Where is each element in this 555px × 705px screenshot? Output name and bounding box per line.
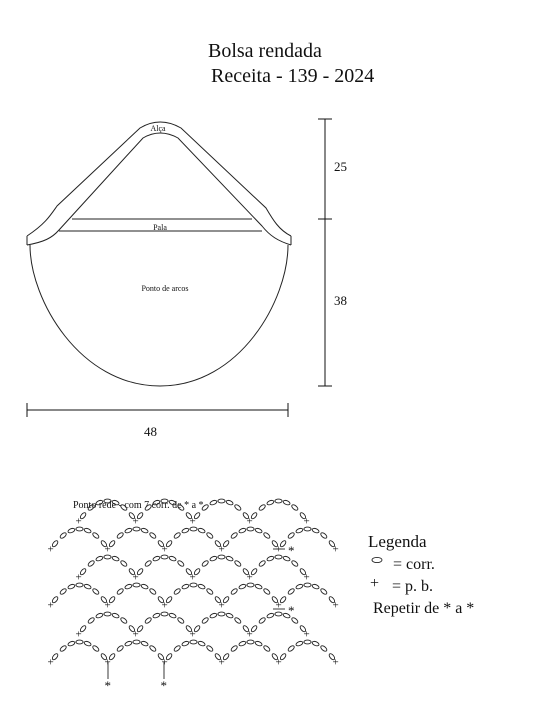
- chain-stitch: [266, 612, 274, 618]
- chain-stitch: [222, 540, 230, 548]
- chain-stitch: [218, 499, 225, 503]
- single-crochet-mark: +: [161, 656, 168, 669]
- handle-height-value: 25: [334, 159, 347, 174]
- chain-stitch: [263, 588, 271, 595]
- chain-stitch: [169, 612, 177, 618]
- chain-stitch: [161, 555, 168, 559]
- chain-stitch: [201, 560, 209, 567]
- chain-stitch: [295, 640, 303, 646]
- chain-stitch: [287, 645, 295, 652]
- chain-stitch: [177, 560, 185, 567]
- chain-stitch: [87, 560, 95, 567]
- legend: [368, 532, 474, 617]
- chain-stitch: [120, 617, 128, 624]
- chain-stitch: [258, 617, 266, 624]
- chain-stitch: [181, 583, 189, 589]
- chain-stitch: [173, 532, 181, 539]
- chain-stitch: [67, 640, 75, 646]
- handle-label: Alça: [150, 124, 166, 133]
- legend-repeat-text: Repetir de * a *: [373, 600, 475, 617]
- chain-stitch: [141, 527, 149, 533]
- chain-stitch: [312, 527, 320, 533]
- chain-stitch: [275, 555, 282, 559]
- chain-stitch: [209, 612, 217, 618]
- chain-stitch: [190, 583, 197, 587]
- single-crochet-mark: +: [189, 515, 196, 528]
- chain-stitch: [304, 640, 311, 644]
- chain-stitch: [136, 512, 144, 520]
- chain-stitch: [250, 625, 258, 633]
- chain-stitch: [263, 532, 271, 539]
- single-crochet-mark: +: [47, 599, 54, 612]
- chain-stitch: [108, 653, 116, 661]
- chain-stitch: [104, 555, 111, 559]
- single-crochet-mark: +: [161, 599, 168, 612]
- chain-stitch: [112, 555, 120, 561]
- legend-sc-text: = p. b.: [392, 578, 434, 595]
- repeat-marker: *: [288, 543, 295, 558]
- single-crochet-mark: +: [161, 543, 168, 556]
- chain-stitch: [250, 568, 258, 576]
- chain-stitch: [173, 645, 181, 652]
- chain-stitch: [222, 653, 230, 661]
- chain-stitch: [209, 499, 217, 505]
- chain-stitch: [152, 612, 160, 618]
- title-line-1: Bolsa rendada: [208, 40, 322, 62]
- chain-stitch: [136, 625, 144, 633]
- chain-stitch: [291, 560, 299, 567]
- chain-stitch: [255, 640, 263, 646]
- stitch-chart: [48, 499, 339, 693]
- chain-stitch: [206, 645, 214, 652]
- chain-stitch: [226, 612, 234, 618]
- width-value: 48: [144, 424, 157, 439]
- chain-stitch: [169, 555, 177, 561]
- chain-stitch: [238, 527, 246, 533]
- repeat-marker: *: [288, 603, 295, 618]
- chain-stitch: [226, 499, 234, 505]
- single-crochet-mark: +: [332, 543, 339, 556]
- chain-stitch: [238, 640, 246, 646]
- single-crochet-mark: +: [104, 543, 111, 556]
- chain-stitch: [230, 532, 238, 539]
- chain-stitch: [59, 588, 67, 595]
- single-crochet-mark: +: [75, 571, 82, 584]
- single-crochet-mark: +: [75, 515, 82, 528]
- chain-stitch: [173, 588, 181, 595]
- chain-stitch: [295, 583, 303, 589]
- chain-stitch: [165, 540, 173, 548]
- chain-stitch: [218, 612, 225, 616]
- single-crochet-mark: +: [218, 599, 225, 612]
- stitch-chart-caption: Ponto rede - com 7 corr. de * a *: [73, 500, 204, 511]
- single-crochet-mark: +: [275, 599, 282, 612]
- body-stitch-label: Ponto de arcos: [141, 284, 189, 293]
- chain-stitch: [92, 588, 100, 595]
- legend-heading: Legenda: [368, 532, 427, 551]
- chain-stitch: [116, 532, 124, 539]
- chain-stitch: [279, 653, 287, 661]
- chain-stitch: [193, 512, 201, 520]
- chain-stitch: [133, 640, 140, 644]
- chain-stitch: [165, 653, 173, 661]
- chain-stitch: [120, 560, 128, 567]
- chain-stitch: [234, 617, 242, 624]
- chain-stitch: [234, 504, 242, 511]
- chain-stitch: [255, 527, 263, 533]
- chain-stitch: [177, 617, 185, 624]
- single-crochet-mark: +: [132, 515, 139, 528]
- single-crochet-mark: +: [132, 628, 139, 641]
- chain-stitch: [312, 640, 320, 646]
- chain-stitch: [190, 527, 197, 531]
- chain-stitch: [84, 583, 92, 589]
- chain-stitch: [312, 583, 320, 589]
- yoke-label: Pala: [153, 223, 167, 232]
- chain-stitch: [124, 640, 132, 646]
- chain-stitch: [67, 583, 75, 589]
- height-dimension: [318, 119, 347, 386]
- chain-stitch: [124, 583, 132, 589]
- chain-stitch: [209, 555, 217, 561]
- chain-stitch: [141, 640, 149, 646]
- single-crochet-mark: +: [246, 628, 253, 641]
- width-dimension: [27, 403, 288, 439]
- chain-stitch: [266, 499, 274, 505]
- single-crochet-symbol-icon: +: [370, 575, 380, 592]
- chain-stitch: [201, 617, 209, 624]
- chain-stitch: [230, 645, 238, 652]
- chain-stitch: [258, 504, 266, 511]
- single-crochet-mark: +: [303, 515, 310, 528]
- chain-stitch: [206, 532, 214, 539]
- chain-stitch: [149, 532, 157, 539]
- chain-stitch: [116, 645, 124, 652]
- chain-stitch: [76, 527, 83, 531]
- single-crochet-mark: +: [47, 543, 54, 556]
- chain-stitch: [218, 555, 225, 559]
- single-crochet-mark: +: [275, 656, 282, 669]
- single-crochet-mark: +: [303, 628, 310, 641]
- single-crochet-mark: +: [104, 599, 111, 612]
- chain-stitch: [190, 640, 197, 644]
- chain-stitch: [108, 540, 116, 548]
- chain-stitch: [116, 588, 124, 595]
- chain-stitch: [144, 617, 152, 624]
- chain-stitch: [67, 527, 75, 533]
- single-crochet-mark: +: [303, 571, 310, 584]
- chain-stitch: [152, 555, 160, 561]
- title-line-2: Receita - 139 - 2024: [211, 65, 375, 87]
- chain-stitch: [234, 560, 242, 567]
- chain-stitch: [95, 555, 103, 561]
- chain-stitch: [250, 512, 258, 520]
- repeat-marker: *: [104, 678, 111, 693]
- single-crochet-mark: +: [246, 515, 253, 528]
- chain-stitch: [133, 583, 140, 587]
- body-outline: [30, 245, 288, 386]
- chain-stitch: [193, 568, 201, 576]
- chain-stitch: [295, 527, 303, 533]
- chain-stitch: [181, 527, 189, 533]
- chain-stitch: [222, 596, 230, 604]
- repeat-marker: *: [160, 678, 167, 693]
- chain-stitch: [226, 555, 234, 561]
- chain-stitch: [124, 527, 132, 533]
- chain-stitch: [198, 583, 206, 589]
- chain-stitch: [165, 596, 173, 604]
- chain-stitch: [136, 568, 144, 576]
- chain-stitch: [76, 640, 83, 644]
- chain-symbol-icon: [372, 557, 382, 562]
- single-crochet-mark: +: [75, 628, 82, 641]
- chain-stitch: [275, 612, 282, 616]
- chain-stitch: [87, 617, 95, 624]
- chain-stitch: [198, 640, 206, 646]
- chain-stitch: [108, 596, 116, 604]
- chain-stitch: [149, 645, 157, 652]
- chain-stitch: [287, 588, 295, 595]
- chain-stitch: [59, 532, 67, 539]
- chain-stitch: [320, 588, 328, 595]
- body-height-value: 38: [334, 293, 347, 308]
- single-crochet-mark: +: [332, 656, 339, 669]
- chain-stitch: [84, 527, 92, 533]
- chain-stitch: [59, 645, 67, 652]
- single-crochet-mark: +: [218, 543, 225, 556]
- chain-stitch: [266, 555, 274, 561]
- chain-stitch: [304, 583, 311, 587]
- chain-stitch: [95, 612, 103, 618]
- single-crochet-mark: +: [47, 656, 54, 669]
- legend-chain-text: = corr.: [393, 556, 435, 573]
- bag-schematic: [27, 122, 291, 386]
- chain-stitch: [104, 612, 111, 616]
- chain-stitch: [287, 532, 295, 539]
- chain-stitch: [149, 588, 157, 595]
- chain-stitch: [283, 499, 291, 505]
- chain-stitch: [320, 532, 328, 539]
- chain-stitch: [247, 640, 254, 644]
- single-crochet-mark: +: [275, 543, 282, 556]
- single-crochet-mark: +: [246, 571, 253, 584]
- chain-stitch: [92, 532, 100, 539]
- chain-stitch: [144, 560, 152, 567]
- chain-stitch: [263, 645, 271, 652]
- single-crochet-mark: +: [189, 628, 196, 641]
- chain-stitch: [258, 560, 266, 567]
- chain-stitch: [238, 583, 246, 589]
- chain-stitch: [161, 612, 168, 616]
- chain-stitch: [291, 504, 299, 511]
- chain-stitch: [76, 583, 83, 587]
- chain-stitch: [255, 583, 263, 589]
- single-crochet-mark: +: [104, 656, 111, 669]
- chain-stitch: [247, 527, 254, 531]
- single-crochet-mark: +: [218, 656, 225, 669]
- chain-stitch: [247, 583, 254, 587]
- single-crochet-mark: +: [332, 599, 339, 612]
- chain-stitch: [279, 596, 287, 604]
- chain-stitch: [206, 588, 214, 595]
- chain-stitch: [92, 645, 100, 652]
- chain-stitch: [133, 527, 140, 531]
- single-crochet-mark: +: [189, 571, 196, 584]
- chain-stitch: [84, 640, 92, 646]
- chain-stitch: [275, 499, 282, 503]
- chain-stitch: [320, 645, 328, 652]
- chain-stitch: [198, 527, 206, 533]
- single-crochet-mark: +: [132, 571, 139, 584]
- chain-stitch: [279, 540, 287, 548]
- chain-stitch: [181, 640, 189, 646]
- chain-stitch: [193, 625, 201, 633]
- chain-stitch: [230, 588, 238, 595]
- chain-stitch: [141, 583, 149, 589]
- chain-stitch: [112, 612, 120, 618]
- chain-stitch: [304, 527, 311, 531]
